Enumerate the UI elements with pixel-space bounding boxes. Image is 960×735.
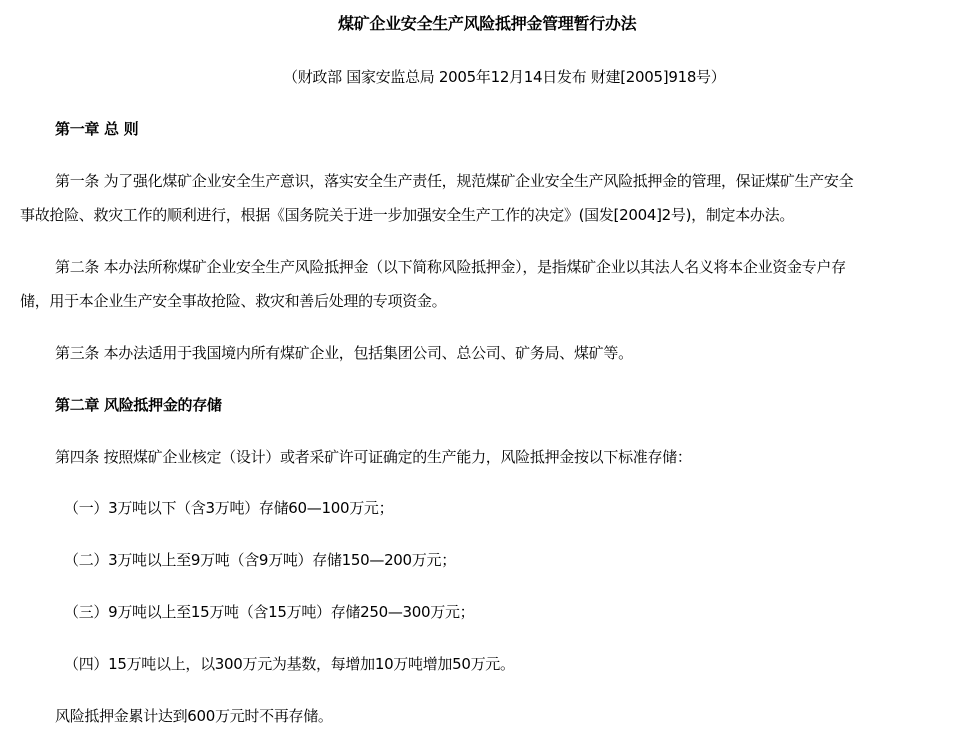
chapter-2-heading: 第二章 风险抵押金的存储 (55, 396, 222, 414)
chapter-1-heading: 第一章 总 则 (55, 120, 139, 138)
list-item: （三）9万吨以上至15万吨（含15万吨）存储250—300万元； (64, 603, 475, 621)
list-item: （二）3万吨以上至9万吨（含9万吨）存储150—200万元； (64, 551, 456, 569)
issue-note: （财政部 国家安监总局 2005年12月14日发布 财建[2005]918号） (283, 68, 726, 86)
article-2-line-1: 第二条 本办法所称煤矿企业安全生产风险抵押金（以下简称风险抵押金），是指煤矿企业以其法人名义将本企业资金专户存 (55, 258, 846, 276)
list-item: （四）15万吨以上，以300万元为基数，每增加10万吨增加50万元。 (64, 655, 515, 673)
article-3: 第三条 本办法适用于我国境内所有煤矿企业，包括集团公司、总公司、矿务局、煤矿等。 (55, 344, 633, 362)
article-2-line-2: 储，用于本企业生产安全事故抢险、救灾和善后处理的专项资金。 (20, 292, 447, 310)
cap-note: 风险抵押金累计达到600万元时不再存储。 (55, 707, 333, 725)
article-1-line-2: 事故抢险、救灾工作的顺利进行，根据《国务院关于进一步加强安全生产工作的决定》(国发[2004]2号)，制定本办法。 (20, 206, 795, 224)
article-1-line-1: 第一条 为了强化煤矿企业安全生产意识，落实安全生产责任，规范煤矿企业安全生产风险抵押金的管理，保证煤矿生产安全 (55, 172, 854, 190)
list-item: （一）3万吨以下（含3万吨）存储60—100万元； (64, 499, 394, 517)
article-4: 第四条 按照煤矿企业核定（设计）或者采矿许可证确定的生产能力，风险抵押金按以下标准存储： (55, 448, 692, 466)
document-title: 煤矿企业安全生产风险抵押金管理暂行办法 (338, 14, 637, 33)
